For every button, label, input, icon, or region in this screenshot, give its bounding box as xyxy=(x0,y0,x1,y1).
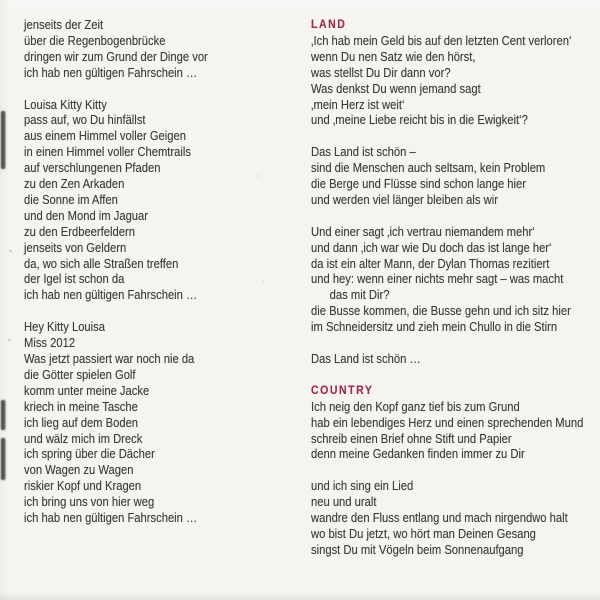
stanza xyxy=(311,351,583,367)
lyrics-section-country xyxy=(311,383,583,558)
lyric-line: komm unter meine Jacke xyxy=(24,382,150,398)
scan-artifact-binding-mark-middle xyxy=(1,400,5,430)
lyric-line: Louisa Kitty Kitty xyxy=(24,96,107,112)
section-title-country: COUNTRY xyxy=(311,382,374,397)
lyric-line: Was jetzt passiert war noch nie da xyxy=(24,351,195,366)
lyric-line: auf verschlungenen Pfaden xyxy=(24,160,161,176)
lyric-line: da, wo sich alle Straßen treffen xyxy=(24,255,179,271)
stanza xyxy=(311,224,583,335)
lyric-line: Was denkst Du wenn jemand sagt xyxy=(311,80,481,96)
lyric-line: die Busse kommen, die Busse gehn und ich sitz hier xyxy=(311,303,571,319)
lyric-line: und ‚meine Liebe reicht bis in die Ewigkeit‘? xyxy=(311,112,528,128)
lyric-line: ‚Ich hab mein Geld bis auf den letzten Cent verloren‘ xyxy=(311,32,572,48)
lyric-line: und hey: wenn einer nichts mehr sagt – was macht xyxy=(311,271,564,287)
lyric-line: schreib einen Brief ohne Stift und Papier xyxy=(311,430,512,446)
lyric-line: und ich sing ein Lied xyxy=(311,478,414,494)
lyric-line: über die Regenbogenbrücke xyxy=(24,32,166,48)
lyric-line: wo bist Du jetzt, wo hört man Deinen Gesang xyxy=(311,525,536,541)
lyric-line: ich hab nen gültigen Fahrschein … xyxy=(24,510,198,526)
lyric-line: jenseits von Geldern xyxy=(24,239,127,255)
scan-artifact-binding-mark-bottom xyxy=(1,438,5,480)
lyric-line: im Schneidersitz und zieh mein Chullo in die Stirn xyxy=(311,319,558,335)
lyric-line: Das Land ist schön – xyxy=(311,144,416,160)
lyric-line: ‚mein Herz ist weit‘ xyxy=(311,96,405,112)
lyric-line: da ist ein alter Mann, der Dylan Thomas rezitiert xyxy=(311,255,550,271)
lyric-line: die Götter spielen Golf xyxy=(24,366,136,382)
scan-speck xyxy=(8,339,11,341)
lyric-line: das mit Dir? xyxy=(311,287,390,303)
lyric-line: denn meine Gedanken finden immer zu Dir xyxy=(311,446,525,462)
lyric-line: von Wagen zu Wagen xyxy=(24,462,134,478)
lyric-line: kriech in meine Tasche xyxy=(24,398,138,414)
scan-artifact-bottom-edge xyxy=(0,592,600,600)
lyric-line: was stellst Du Dir dann vor? xyxy=(311,64,451,80)
lyric-line: und den Mond im Jaguar xyxy=(24,207,149,223)
stanza xyxy=(311,144,583,208)
lyric-line: die Sonne im Affen xyxy=(24,191,118,207)
lyrics-column-right xyxy=(311,17,583,574)
lyric-line: ich hab nen gültigen Fahrschein … xyxy=(24,287,198,303)
stanza xyxy=(311,33,583,128)
stanza xyxy=(311,478,583,558)
lyric-line: sind die Menschen auch seltsam, kein Problem xyxy=(311,160,546,176)
scan-speck xyxy=(257,175,259,177)
lyric-line: in einen Himmel voller Chemtrails xyxy=(24,144,191,160)
lyric-line: ich spring über die Dächer xyxy=(24,446,155,462)
lyric-line: ich hab nen gültigen Fahrschein … xyxy=(24,64,198,80)
lyric-line: wenn Du nen Satz wie den hörst, xyxy=(311,48,476,64)
lyric-line: wandre den Fluss entlang und mach nirgendwo halt xyxy=(311,510,568,526)
stanza xyxy=(24,17,208,81)
lyric-line: und dann ‚ich war wie Du doch das ist lange her‘ xyxy=(311,239,552,255)
lyric-line: aus einem Himmel voller Geigen xyxy=(24,128,186,144)
stanza xyxy=(24,319,208,526)
lyric-line: ich bring uns von hier weg xyxy=(24,494,155,510)
lyric-line: Hey Kitty Louisa xyxy=(24,319,106,335)
lyric-line: dringen wir zum Grund der Dinge vor xyxy=(24,48,208,64)
lyric-line: ich lieg auf dem Boden xyxy=(24,414,139,430)
lyric-line: zu den Erdbeerfeldern xyxy=(24,223,135,239)
scan-artifact-binding-mark-top xyxy=(1,111,5,169)
lyric-line: jenseits der Zeit xyxy=(24,17,104,32)
lyric-line: hab ein lebendiges Herz und einen sprechenden Mund xyxy=(311,414,584,430)
lyric-line: Das Land ist schön … xyxy=(311,350,421,366)
lyrics-section-land xyxy=(311,17,583,367)
scan-speck xyxy=(9,250,12,252)
lyric-line: neu und uralt xyxy=(311,494,377,510)
lyric-line: die Berge und Flüsse sind schon lange hier xyxy=(311,176,526,192)
section-title-land: LAND xyxy=(311,17,347,31)
lyric-line: pass auf, wo Du hinfällst xyxy=(24,112,146,128)
lyric-line: und wälz mich im Dreck xyxy=(24,430,143,446)
lyric-line: der Igel ist schon da xyxy=(24,271,125,287)
lyric-line: Ich neig den Kopf ganz tief bis zum Grund xyxy=(311,398,520,414)
scan-speck xyxy=(262,281,264,283)
lyric-line: Und einer sagt ‚ich vertrau niemandem mehr‘ xyxy=(311,223,535,239)
lyric-line: zu den Zen Arkaden xyxy=(24,176,125,192)
lyric-line: singst Du mit Vögeln beim Sonnenaufgang xyxy=(311,541,524,557)
lyrics-column-left xyxy=(24,17,208,542)
lyric-line: und werden viel länger bleiben als wir xyxy=(311,191,498,207)
stanza xyxy=(311,399,583,463)
lyric-line: riskier Kopf und Kragen xyxy=(24,478,142,494)
stanza xyxy=(24,97,208,304)
lyric-line: Miss 2012 xyxy=(24,335,76,351)
